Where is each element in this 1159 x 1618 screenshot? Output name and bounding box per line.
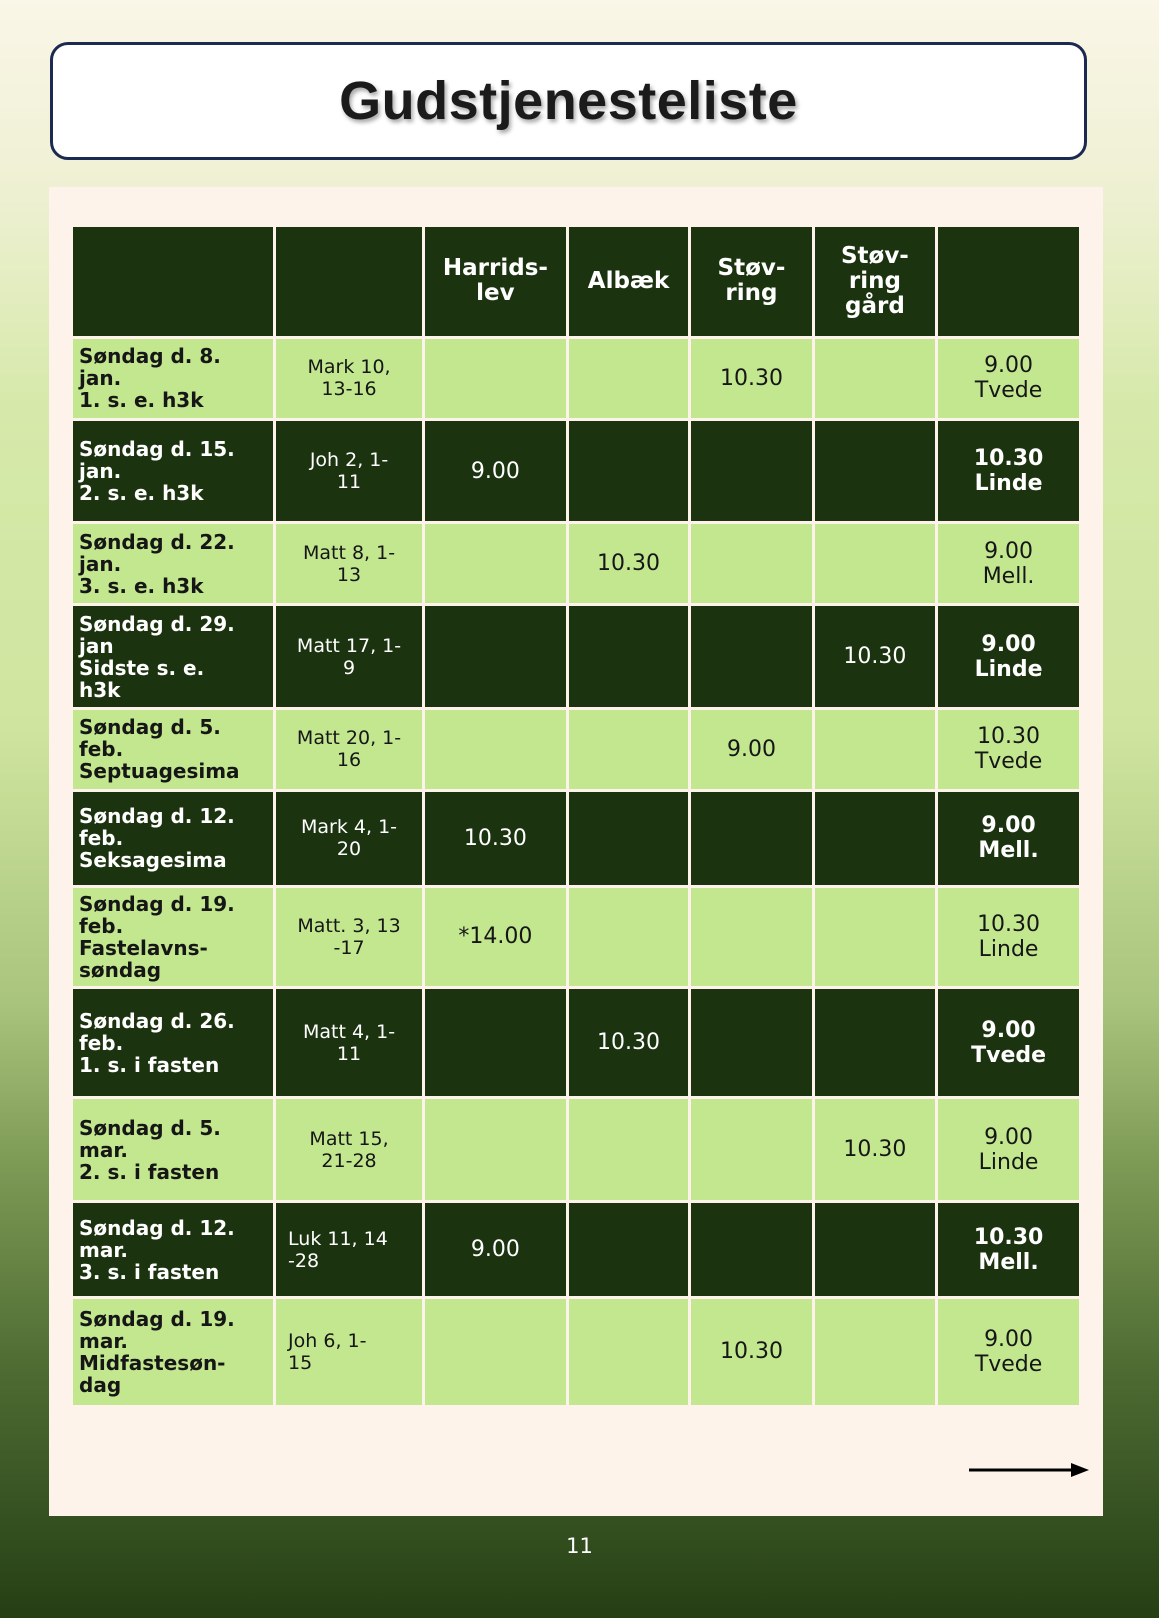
- row-date-cell-value: Søndag d. 19. feb. Fastelavns- søndag: [79, 891, 235, 982]
- row-albaek-cell: [569, 710, 688, 789]
- row-harridslev-cell: [425, 606, 566, 707]
- row-last-cell: [938, 792, 1079, 885]
- row-date-cell-value: Søndag d. 26. feb. 1. s. i fasten: [79, 1008, 235, 1077]
- row-text-cell-value: Matt 4, 1- 11: [302, 1020, 396, 1065]
- row-harridslev-cell: [425, 339, 566, 418]
- row-last-cell-value: 9.00 Mell.: [982, 538, 1035, 589]
- row-date-cell-value: Søndag d. 12. feb. Seksagesima: [79, 804, 235, 873]
- row-albaek-cell: [569, 421, 688, 522]
- row-stovring-gard-cell: [815, 1299, 935, 1405]
- table-row: [73, 710, 1079, 789]
- row-last-cell-value: 10.30 Linde: [977, 911, 1041, 962]
- row-stovring-cell: [691, 989, 811, 1096]
- table-row: [73, 524, 1079, 603]
- row-date-cell-value: Søndag d. 5. mar. 2. s. i fasten: [79, 1115, 221, 1184]
- row-harridslev-cell-value: *14.00: [458, 924, 533, 950]
- row-albaek-cell: [569, 606, 688, 707]
- row-date-cell-value: Søndag d. 19. mar. Midfastesøn- dag: [79, 1306, 235, 1397]
- row-stovring-gard-cell: [815, 339, 935, 418]
- row-last-cell: [938, 524, 1079, 603]
- row-date-cell: [73, 606, 273, 707]
- row-stovring-cell: [691, 606, 811, 707]
- row-date-cell: [73, 989, 273, 1096]
- row-stovring-cell: [691, 1099, 811, 1200]
- header-cell-stovring: Støv- ring: [691, 227, 811, 336]
- row-harridslev-cell: [425, 888, 566, 987]
- arrow-right-icon[interactable]: [969, 1460, 1089, 1480]
- row-albaek-cell: [569, 524, 688, 603]
- row-last-cell-value: 10.30 Tvede: [974, 724, 1043, 775]
- row-text-cell-value: Joh 6, 1- 15: [288, 1329, 367, 1374]
- row-harridslev-cell: [425, 1299, 566, 1405]
- row-text-cell: [276, 421, 422, 522]
- row-text-cell-value: Matt. 3, 13 -17: [297, 914, 401, 959]
- row-date-cell: [73, 888, 273, 987]
- row-last-cell-value: 10.30 Mell.: [973, 1224, 1044, 1275]
- row-text-cell: [276, 792, 422, 885]
- row-albaek-cell: [569, 339, 688, 418]
- row-text-cell-value: Matt 8, 1- 13: [302, 541, 396, 586]
- row-stovring-gard-cell: [815, 1099, 935, 1200]
- page-title: Gudstjenesteliste: [339, 71, 798, 131]
- row-last-cell: [938, 339, 1079, 418]
- row-albaek-cell: [569, 1099, 688, 1200]
- row-last-cell: [938, 1299, 1079, 1405]
- row-text-cell-value: Mark 4, 1- 20: [301, 816, 398, 861]
- row-stovring-cell-value: 10.30: [719, 1339, 783, 1365]
- row-date-cell: [73, 1203, 273, 1296]
- row-stovring-cell: [691, 421, 811, 522]
- row-stovring-gard-cell: [815, 421, 935, 522]
- row-date-cell-value: Søndag d. 8. jan. 1. s. e. h3k: [79, 344, 221, 413]
- row-stovring-cell: [691, 1203, 811, 1296]
- table-row: [73, 339, 1079, 418]
- row-text-cell: [276, 524, 422, 603]
- page-number: 11: [566, 1534, 593, 1558]
- row-stovring-cell-value: 9.00: [726, 736, 776, 762]
- row-harridslev-cell: [425, 710, 566, 789]
- row-last-cell-value: 9.00 Mell.: [978, 813, 1039, 864]
- row-stovring-gard-cell: [815, 524, 935, 603]
- row-text-cell: [276, 606, 422, 707]
- table-header-row: [73, 227, 1079, 336]
- row-text-cell: [276, 710, 422, 789]
- service-schedule-table: [70, 224, 1082, 1408]
- row-albaek-cell: [569, 888, 688, 987]
- row-harridslev-cell: [425, 1099, 566, 1200]
- title-box: [50, 42, 1087, 160]
- row-text-cell: [276, 888, 422, 987]
- row-stovring-cell: [691, 888, 811, 987]
- row-last-cell: [938, 421, 1079, 522]
- row-date-cell-value: Søndag d. 12. mar. 3. s. i fasten: [79, 1215, 235, 1284]
- row-stovring-gard-cell: [815, 989, 935, 1096]
- schedule-panel: [49, 187, 1103, 1516]
- table-row: [73, 1099, 1079, 1200]
- row-text-cell-value: Mark 10, 13-16: [307, 356, 391, 401]
- row-text-cell-value: Matt 15, 21-28: [309, 1127, 389, 1172]
- row-harridslev-cell: [425, 989, 566, 1096]
- row-albaek-cell: [569, 792, 688, 885]
- row-albaek-cell-value: 10.30: [597, 551, 661, 577]
- row-last-cell-value: 9.00 Tvede: [974, 1326, 1043, 1377]
- row-date-cell: [73, 710, 273, 789]
- row-date-cell: [73, 524, 273, 603]
- row-albaek-cell: [569, 1299, 688, 1405]
- row-date-cell: [73, 1299, 273, 1405]
- row-last-cell: [938, 1203, 1079, 1296]
- row-stovring-gard-cell: [815, 1203, 935, 1296]
- row-last-cell-value: 9.00 Tvede: [971, 1017, 1047, 1068]
- row-stovring-gard-cell-value: 10.30: [843, 644, 907, 670]
- table-row: [73, 1203, 1079, 1296]
- table-row: [73, 888, 1079, 987]
- row-stovring-gard-cell: [815, 710, 935, 789]
- table-row: [73, 421, 1079, 522]
- row-last-cell: [938, 710, 1079, 789]
- row-stovring-cell: [691, 524, 811, 603]
- row-harridslev-cell-value: 10.30: [463, 825, 527, 851]
- row-albaek-cell: [569, 989, 688, 1096]
- row-last-cell: [938, 1099, 1079, 1200]
- row-text-cell: [276, 1299, 422, 1405]
- row-stovring-cell-value: 10.30: [719, 365, 783, 391]
- header-cell-text: [276, 227, 422, 336]
- table-row: [73, 792, 1079, 885]
- row-harridslev-cell-value: 9.00: [470, 458, 520, 484]
- row-albaek-cell-value: 10.30: [597, 1030, 661, 1056]
- table-row: [73, 989, 1079, 1096]
- row-last-cell: [938, 888, 1079, 987]
- row-stovring-gard-cell: [815, 792, 935, 885]
- row-date-cell-value: Søndag d. 29. jan Sidste s. e. h3k: [79, 611, 235, 702]
- table-row: [73, 1299, 1079, 1405]
- row-stovring-cell: [691, 710, 811, 789]
- row-date-cell: [73, 421, 273, 522]
- row-harridslev-cell: [425, 524, 566, 603]
- row-date-cell: [73, 1099, 273, 1200]
- row-stovring-cell: [691, 792, 811, 885]
- row-date-cell: [73, 792, 273, 885]
- row-date-cell-value: Søndag d. 5. feb. Septuagesima: [79, 715, 240, 784]
- row-harridslev-cell-value: 9.00: [470, 1237, 520, 1263]
- row-date-cell: [73, 339, 273, 418]
- row-last-cell-value: 9.00 Linde: [974, 631, 1043, 682]
- row-last-cell: [938, 989, 1079, 1096]
- row-stovring-gard-cell-value: 10.30: [843, 1137, 907, 1163]
- header-cell-stovring-gard: Støv- ring gård: [815, 227, 935, 336]
- header-cell-harridslev: Harrids- lev: [425, 227, 566, 336]
- header-cell-date: [73, 227, 273, 336]
- row-stovring-cell: [691, 1299, 811, 1405]
- row-date-cell-value: Søndag d. 22. jan. 3. s. e. h3k: [79, 529, 235, 598]
- row-last-cell-value: 10.30 Linde: [973, 446, 1044, 497]
- row-last-cell-value: 9.00 Tvede: [974, 353, 1043, 404]
- row-text-cell: [276, 1203, 422, 1296]
- row-text-cell-value: Matt 17, 1- 9: [296, 634, 402, 679]
- row-harridslev-cell: [425, 1203, 566, 1296]
- row-harridslev-cell: [425, 421, 566, 522]
- row-last-cell-value: 9.00 Linde: [978, 1124, 1039, 1175]
- header-cell-albaek: Albæk: [569, 227, 688, 336]
- row-text-cell-value: Joh 2, 1- 11: [309, 449, 389, 494]
- row-text-cell: [276, 339, 422, 418]
- table-row: [73, 606, 1079, 707]
- row-last-cell: [938, 606, 1079, 707]
- row-stovring-cell: [691, 339, 811, 418]
- row-text-cell-value: Matt 20, 1- 16: [296, 727, 402, 772]
- row-stovring-gard-cell: [815, 888, 935, 987]
- row-text-cell-value: Luk 11, 14 -28: [288, 1227, 388, 1272]
- row-text-cell: [276, 1099, 422, 1200]
- row-date-cell-value: Søndag d. 15. jan. 2. s. e. h3k: [79, 437, 235, 506]
- header-cell-last: [938, 227, 1079, 336]
- row-albaek-cell: [569, 1203, 688, 1296]
- row-harridslev-cell: [425, 792, 566, 885]
- row-text-cell: [276, 989, 422, 1096]
- row-stovring-gard-cell: [815, 606, 935, 707]
